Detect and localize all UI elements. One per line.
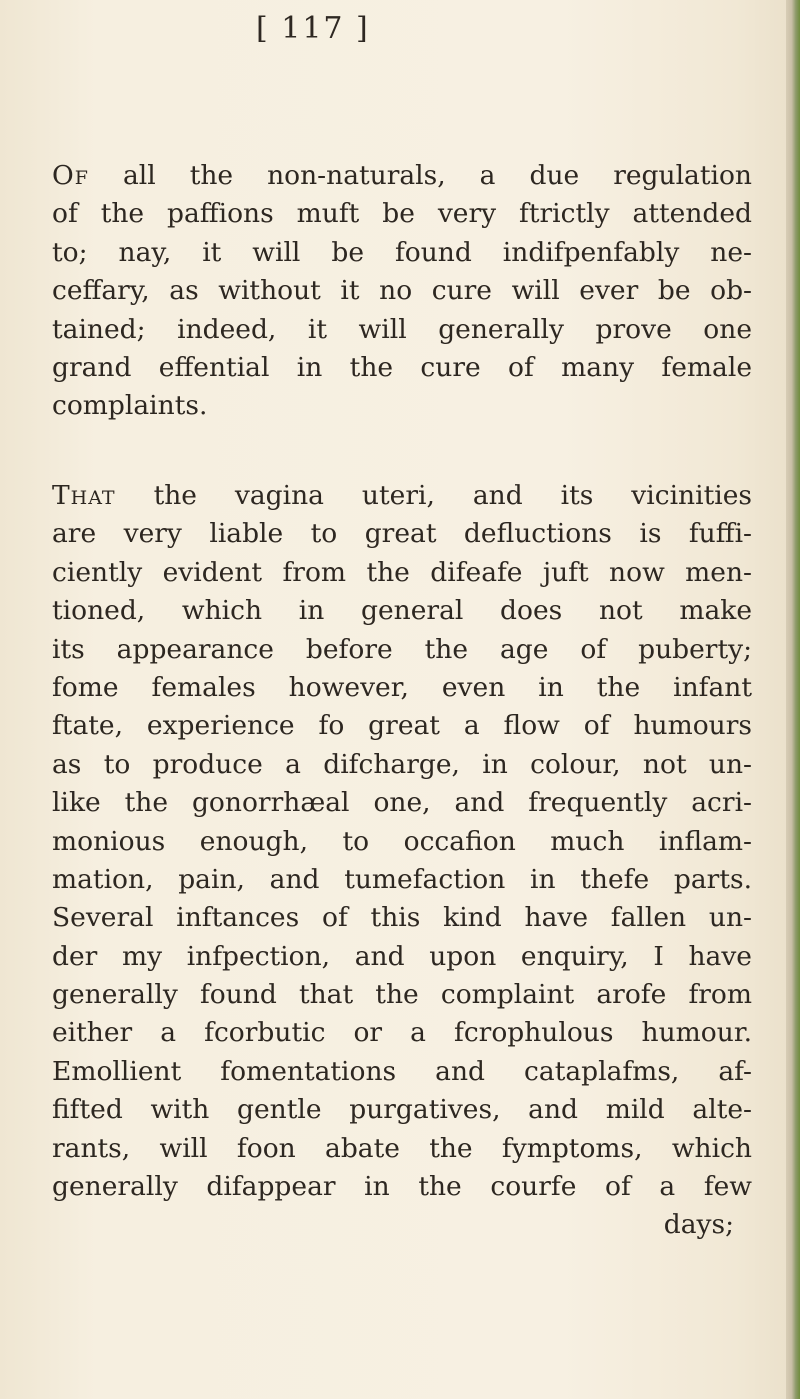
catchword: days; (663, 1209, 734, 1241)
text-line: are very liable to great defluctions is fuffi- (52, 518, 752, 550)
text-line: generally found that the complaint arofe from (52, 979, 752, 1011)
text-line: ftate, experience fo great a flow of humours (52, 710, 752, 742)
text-line: Of all the non-naturals, a due regulation (52, 160, 752, 191)
page-edge (786, 0, 800, 1399)
text-line: fome females however, even in the infant (52, 671, 752, 703)
text-line: ciently evident from the difeafe juft now men- (52, 556, 752, 588)
paragraph-2 (52, 477, 752, 1245)
text-line: Emollient fomentations and cataplafms, af- (52, 1055, 752, 1087)
text-line: monious enough, to occafion much inflam- (52, 825, 752, 857)
text-line: ceffary, as without it no cure will ever be ob- (52, 275, 752, 307)
text-line: to; nay, it will be found indifpenfably ne- (52, 236, 752, 268)
text-line: its appearance before the age of puberty; (52, 633, 752, 665)
paragraph-1 (52, 157, 752, 426)
text-line: complaints. (52, 390, 208, 422)
text-line: tioned, which in general does not make (52, 595, 752, 627)
text-line: generally difappear in the courfe of a few (52, 1171, 752, 1203)
text-line: mation, pain, and tumefaction in thefe parts. (52, 863, 752, 895)
page-number-header: [ 117 ] (256, 11, 370, 46)
text-line: rants, will foon abate the fymptoms, which (52, 1132, 752, 1164)
paragraph-lead: That (52, 480, 116, 511)
text-line: grand effential in the cure of many female (52, 351, 752, 383)
text-line: That the vagina uteri, and its vicinities (52, 480, 752, 511)
text-line: either a fcorbutic or a fcrophulous humour. (52, 1017, 752, 1049)
text-line: tained; indeed, it will generally prove one (52, 313, 752, 345)
text-line: Several inftances of this kind have fallen un- (52, 902, 752, 934)
text-line: der my infpection, and upon enquiry, I have (52, 940, 752, 972)
text-line: like the gonorrhæal one, and frequently acri- (52, 787, 752, 819)
paragraph-lead: Of (52, 160, 89, 191)
text-line: as to produce a difcharge, in colour, not un- (52, 748, 752, 780)
text-line: fifted with gentle purgatives, and mild alte- (52, 1094, 752, 1126)
text-line: of the paffions muft be very ftrictly attended (52, 198, 752, 230)
